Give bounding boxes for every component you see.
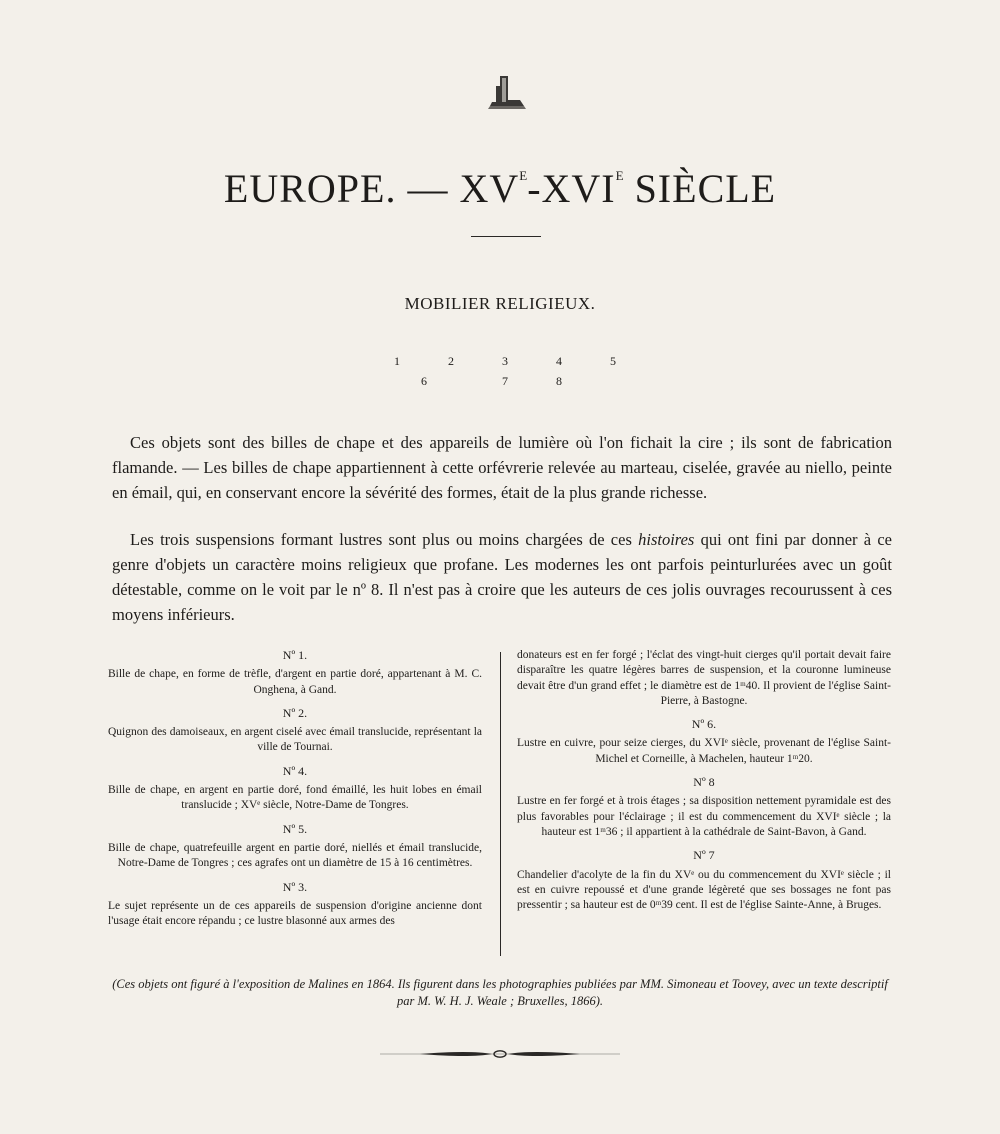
left-column — [108, 648, 482, 937]
title-end: SIÈCLE — [623, 166, 777, 211]
right-column — [517, 648, 891, 921]
footnote: (Ces objets ont figuré à l'exposition de Malines en 1864. Ils figurent dans les photographies publiées par MM. Simoneau et Toovey, avec un texte descriptif par M. W. H. J. Weale ; Bruxelles, 1866). — [112, 977, 888, 1008]
entry-text: Quignon des damoiseaux, en argent ciselé avec émail translucide, représentant la ville de Tournai. — [108, 726, 482, 754]
figure-number: 7 — [502, 374, 508, 388]
title-middle: -XVI — [527, 166, 616, 211]
entry-text: Bille de chape, quatrefeuille argent en partie doré, niellés et émail translucide, Notre-Dame de Tongres ; ces agrafes ont un diamètre de 15 à 16 centimètres. — [108, 841, 482, 870]
intro-paragraph: Ces objets sont des billes de chape et des appareils de lumière où l'on fichait la cire ; ils sont de fabrication flamande. — Les billes de chape appartiennent à cette orfévrerie relevée au marteau, ciselée, gravée au niello, peinte en émail, qui, en conservant encore la sévérité des formes, était de la plus grande richesse. — [112, 433, 892, 502]
entry-text: Chandelier d'acolyte de la fin du XVᵉ ou du commencement du XVIᵉ siècle ; il est en cuivre repoussé et d'une grande légèreté que ses bossages ne font pas pressentir ; sa hauteur est de 0ᵐ39 cent. Il est de l'église Sainte-Anne, à Bruges. — [517, 868, 891, 912]
title-rule — [471, 236, 541, 237]
figure-number: 5 — [610, 354, 616, 368]
figure-number: 4 — [556, 354, 562, 368]
entry-heading: Nº 2. — [282, 705, 308, 720]
title-main: EUROPE. — XV — [223, 166, 520, 211]
entry-heading: Nº 6. — [691, 717, 717, 732]
second-paragraph-start: Les trois suspensions formant lustres sont plus ou moins chargées de ces — [130, 530, 632, 549]
figure-number: 2 — [448, 354, 454, 368]
entry-heading: Nº 5. — [282, 821, 308, 836]
figure-number: 8 — [556, 374, 562, 388]
entry-text: Le sujet représente un de ces appareils de suspension d'origine ancienne dont l'usage était encore répandu ; ce lustre blasonné aux armes des — [108, 899, 482, 928]
figure-number: 3 — [502, 354, 508, 368]
entry-heading: Nº 8 — [693, 775, 715, 790]
entry-text: Bille de chape, en argent en partie doré, fond émaillé, les huit lobes en émail translucide ; XVᵉ siècle, Notre-Dame de Tongres. — [108, 784, 482, 812]
section-subtitle: MOBILIER RELIGIEUX. — [404, 294, 596, 313]
printer-mark-icon — [486, 72, 528, 112]
figure-number: 6 — [421, 374, 427, 388]
entry-heading: Nº 1. — [282, 648, 308, 662]
entry-text: Bille de chape, en forme de trèfle, d'argent en partie doré, appartenant à M. C. Onghena, à Gand. — [108, 668, 482, 696]
flourish-divider-icon — [380, 1046, 620, 1062]
entry-text: Lustre en fer forgé et à trois étages ; sa disposition nettement pyramidale est des plus favorables pour l'éclairage ; il est du commencement du XVIᵉ siècle ; la hauteur est 1ᵐ36 ; il appartient à la cathédrale de Saint-Bavon, à Gand. — [517, 795, 891, 838]
title-superscript-1: E — [519, 168, 528, 183]
entry-heading: Nº 7 — [693, 848, 715, 863]
entry-heading: Nº 3. — [282, 879, 308, 894]
entry-text-continued: donateurs est en fer forgé ; l'éclat des vingt-huit cierges qu'il portait devait faire disparaître les quatre légères barres de suspension, et la couronne lumineuse devait être d'un grand effet ; le diamètre est de 1ᵐ40. Il provient de l'église Saint-Pierre, à Bastogne. — [517, 649, 891, 707]
second-paragraph-end: qui ont fini par donner à ce genre d'objets un caractère moins religieux que profane. Les modernes les ont parfois peinturlurées avec un goût détestable, comme on le voit par le nº 8. Il n'est pas à croire que les auteurs de ces jolis ouvrages recourussent à ces moyens inférieurs. — [112, 530, 892, 624]
title-superscript-2: E — [615, 168, 624, 183]
page-title — [0, 148, 1000, 217]
entry-text: Lustre en cuivre, pour seize cierges, du XVIᵉ siècle, provenant de l'église Saint-Michel et Corneille, à Machelen, hauteur 1ᵐ20. — [517, 737, 891, 765]
second-paragraph-italic: histoires — [638, 530, 695, 549]
second-paragraph — [112, 527, 892, 627]
entry-heading: Nº 4. — [282, 763, 308, 778]
figure-number: 1 — [394, 354, 400, 368]
column-divider — [500, 652, 501, 956]
